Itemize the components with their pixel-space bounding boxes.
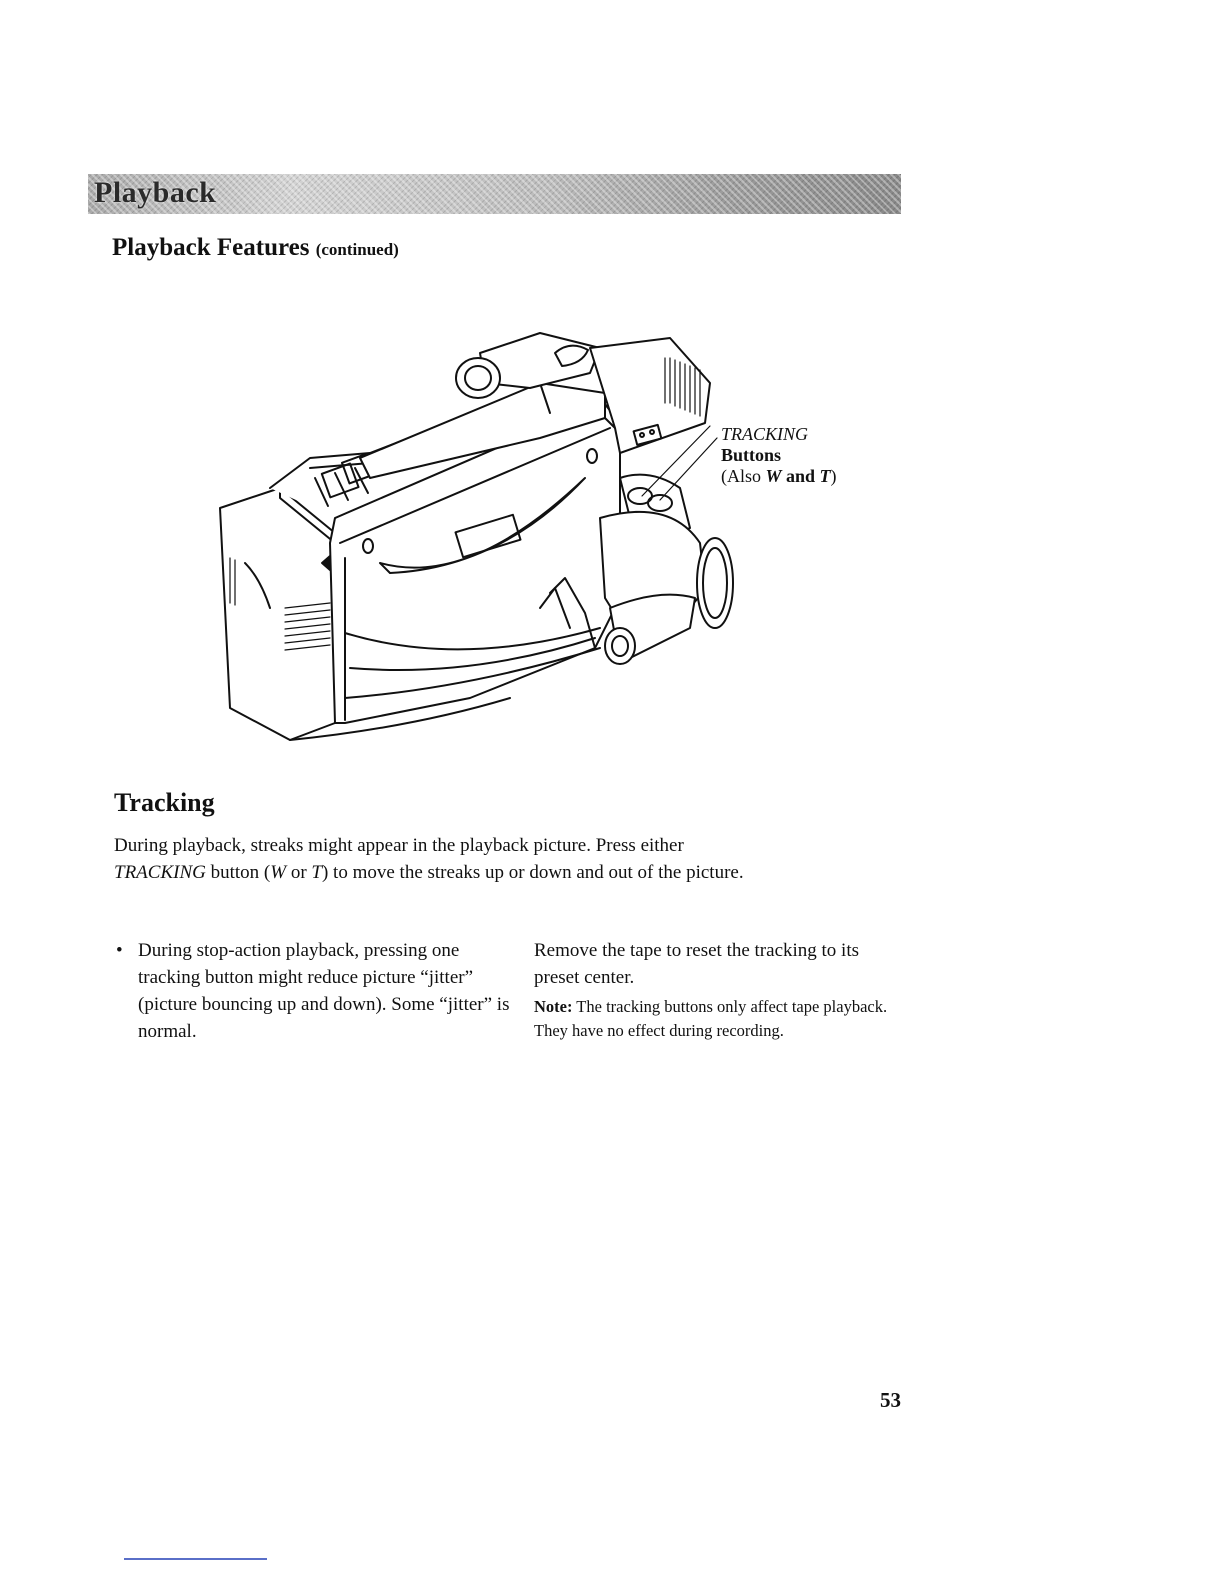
- callout-close: ): [830, 466, 837, 486]
- left-column: [116, 937, 516, 1045]
- tracking-buttons-callout: [721, 424, 837, 487]
- tracking-intro: [114, 832, 874, 886]
- section-heading: [112, 234, 399, 262]
- note-text: The tracking buttons only affect tape playback. They have no effect during recording.: [534, 997, 888, 1040]
- intro-instruction: [114, 859, 874, 886]
- list-item: [116, 937, 516, 1045]
- intro-tracking-word: TRACKING: [114, 862, 206, 883]
- intro-w: W: [270, 862, 287, 883]
- intro-t: T: [311, 862, 322, 883]
- intro-button: button (: [205, 862, 271, 883]
- footer-rule: [124, 1558, 267, 1560]
- section-suffix: (continued): [315, 240, 399, 259]
- callout-line-buttons: Buttons: [721, 445, 782, 465]
- note: [534, 995, 904, 1043]
- banner-title: Playback: [94, 176, 217, 209]
- bullet-marker: •: [116, 940, 123, 961]
- section-banner: [88, 174, 901, 214]
- reset-text: Remove the tape to reset the tracking to its preset center.: [534, 940, 860, 988]
- page-number: 53: [880, 1388, 901, 1412]
- note-label: Note:: [534, 997, 573, 1016]
- callout-line-also: [721, 466, 837, 487]
- right-column: [534, 937, 904, 1043]
- camcorder-illustration: [210, 328, 740, 748]
- callout-line-tracking: TRACKING: [721, 424, 809, 444]
- intro-rest: ) to move the streaks up or down and out of the picture.: [321, 862, 744, 883]
- callout-w: W: [765, 466, 782, 486]
- callout-and: and: [781, 466, 820, 486]
- bullet-text: During stop-action playback, pressing one tracking button might reduce picture “jitter” (picture bouncing up and down). Some “jitter” is normal.: [138, 940, 510, 1042]
- callout-t: T: [819, 466, 831, 486]
- tracking-heading: Tracking: [114, 788, 215, 817]
- section-title: Playback Features: [112, 234, 310, 261]
- intro-sentence: During playback, streaks might appear in the playback picture. Press either: [114, 835, 684, 856]
- intro-or: or: [286, 862, 312, 883]
- callout-also-prefix: (Also: [721, 466, 766, 486]
